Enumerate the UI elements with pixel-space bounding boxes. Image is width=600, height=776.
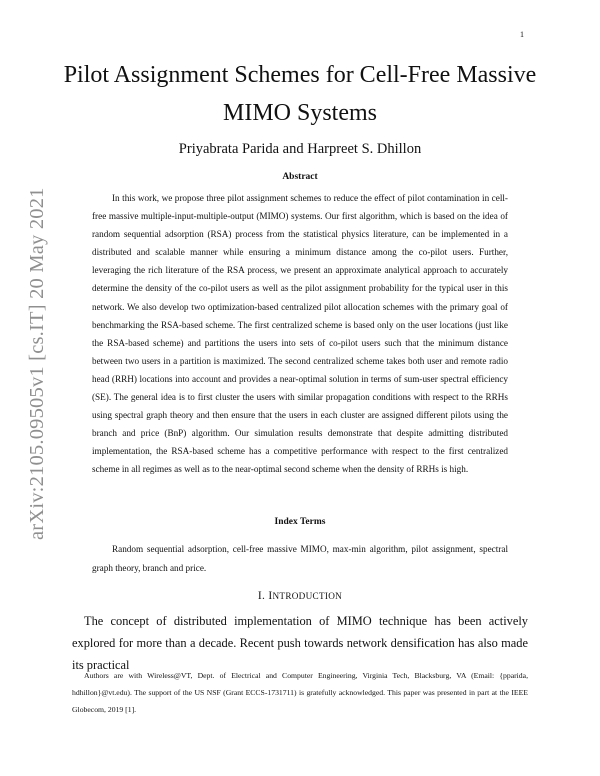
abstract-text: In this work, we propose three pilot assignment schemes to reduce the effect of pilot contamination in cell-free massive multiple-input-multiple-output (MIMO) systems. Our first algorithm, which is based on the idea of random sequential adsorption (RSA) process from the statistical physics literature, can be implemented in a distributed and scalable manner while ensuring a minimum distance among the co-pilot users. Further, leveraging the rich literature of the RSA process, we present an approximate analytical approach to accurately determine the density of the co-pilot users as well as the pilot assignment probability for the typical user in this network. We also develop two optimization-based centralized pilot allocation schemes with the primary goal of benchmarking the RSA-based scheme. The first centralized scheme is based only on the user locations (just like the RSA-based scheme) and partitions the users into sets of co-pilot users such that the minimum distance between two users in a partition is maximized. The second centralized scheme takes both user and remote radio head (RRH) locations into account and provides a near-optimal solution in terms of sum-user spectral efficiency (SE). The general idea is to first cluster the users with similar propagation conditions with respect to the RRHs using spectral graph theory and then ensure that the users in each cluster are assigned different pilots using the branch and price (BnP) algorithm. Our simulation results demonstrate that despite admitting distributed implementation, the RSA-based scheme has a competitive performance with respect to the first centralized scheme in all regimes as well as to the near-optimal second scheme when the density of RRHs is high. — [92, 193, 508, 475]
abstract-heading: Abstract — [282, 172, 318, 182]
paper-title: Pilot Assignment Schemes for Cell-Free Massive MIMO Systems — [63, 62, 537, 126]
paper-authors: Priyabrata Parida and Harpreet S. Dhillon — [178, 141, 422, 157]
author-footnote: Authors are with Wireless@VT, Dept. of Electrical and Computer Engineering, Virginia Tech, Blacksburg, VA (Email: {pparida, hdhillon}@vt.edu). The support of the US NSF (Grant ECCS-1731711) is gratefully acknowledged. This paper was presented in part at the IEEE Globecom, 2019 [1]. — [72, 671, 528, 715]
introduction-text: The concept of distributed implementation of MIMO technique has been actively explored for more than a decade. Recent push towards network densification has also made its practical — [72, 614, 528, 672]
index-terms-heading: Index Terms — [274, 517, 326, 527]
index-terms-text: Random sequential adsorption, cell-free massive MIMO, max-min algorithm, pilot assignment, spectral graph theory, branch and price. — [92, 544, 508, 573]
section-heading-introduction: I. INTRODUCTION — [257, 590, 343, 602]
arxiv-stamp: arXiv:2105.09505v1 [cs.IT] 20 May 2021 — [26, 187, 48, 540]
page-number: 1 — [520, 30, 524, 39]
